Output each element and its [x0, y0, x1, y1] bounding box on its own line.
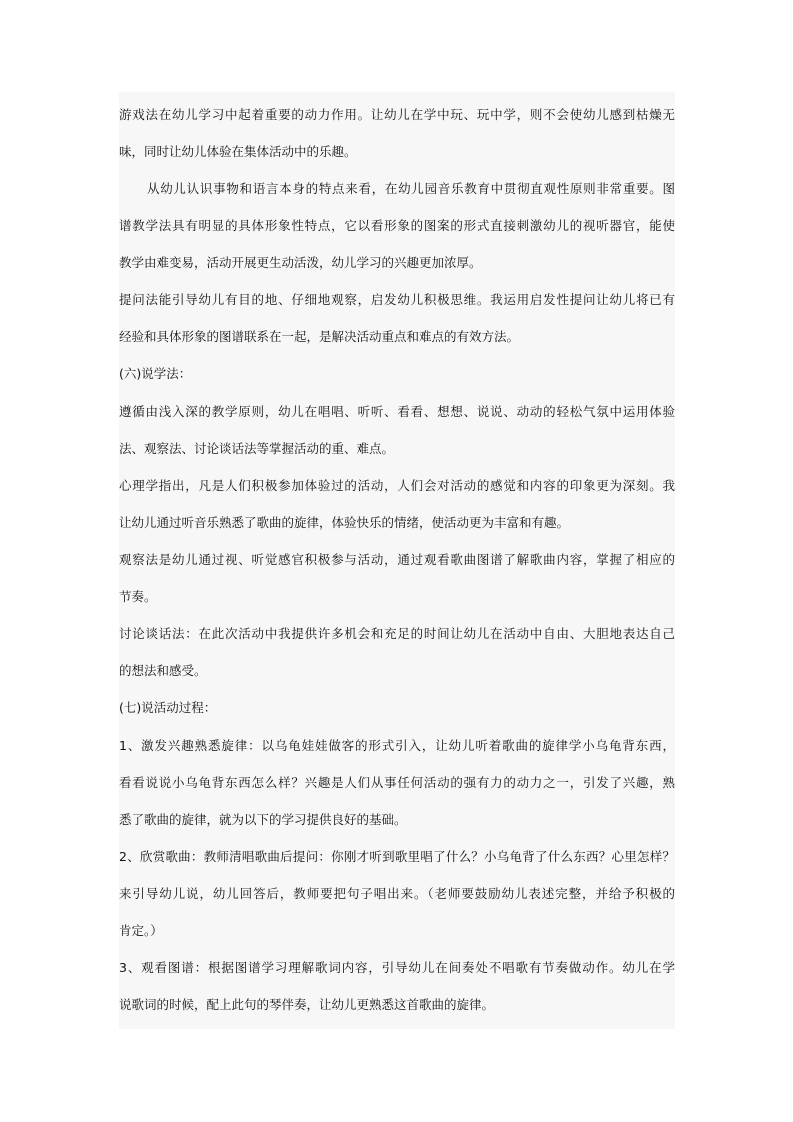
paragraph-line: 心理学指出，凡是人们积极参加体验过的活动，人们会对活动的感觉和内容的印象更为深刻。我	[119, 478, 675, 493]
paragraph-line: 看看说说小乌龟背东西怎么样？兴趣是人们从事任何活动的强有力的动力之一，引发了兴趣，熟	[119, 775, 675, 790]
paragraph-line: 悉了歌曲的旋律，就为以下的学习提供良好的基础。	[119, 812, 407, 827]
paragraph-line: 3、观看图谱：根据图谱学习理解歌词内容，引导幼儿在间奏处不唱歌有节奏做动作。幼儿在学	[119, 960, 675, 975]
paragraph-line: 从幼儿认识事物和语言本身的特点来看，在幼儿园音乐教育中贯彻直观性原则非常重要。图	[147, 181, 675, 196]
paragraph-line: 游戏法在幼儿学习中起着重要的动力作用。让幼儿在学中玩、玩中学，则不会使幼儿感到枯燥无	[119, 107, 675, 122]
paragraph-line: 谱教学法具有明显的具体形象性特点，它以看形象的图案的形式直接刺激幼儿的视听器官，能使	[119, 218, 675, 233]
paragraph-line: 来引导幼儿说，幼儿回答后，教师要把句子唱出来。（老师要鼓励幼儿表述完整，并给予积极的	[119, 886, 675, 901]
paragraph-line: 法、观察法、讨论谈话法等掌握活动的重、难点。	[119, 441, 395, 456]
paragraph-line: 1、激发兴趣熟悉旋律：以乌龟娃娃做客的形式引入，让幼儿听着歌曲的旋律学小乌龟背东西，	[119, 738, 675, 753]
paragraph-line: 肯定。）	[119, 923, 163, 938]
section-heading: (六)说学法：	[119, 366, 192, 381]
paragraph-line: 味，同时让幼儿体验在集体活动中的乐趣。	[119, 144, 357, 159]
paragraph-line: 2、欣赏歌曲：教师清唱歌曲后提问：你刚才听到歌里唱了什么？小乌龟背了什么东西？心里怎样？	[119, 849, 675, 864]
paragraph-line: 节奏。	[119, 589, 157, 604]
document-body	[119, 92, 675, 1029]
paragraph-line: 提问法能引导幼儿有目的地、仔细地观察，启发幼儿积极思维。我运用启发性提问让幼儿将已有	[119, 292, 675, 307]
paragraph-line: 遵循由浅入深的教学原则，幼儿在唱唱、听听、看看、想想、说说、动动的轻松气氛中运用体验	[119, 404, 675, 419]
paragraph-line: 说歌词的时候，配上此句的琴伴奏，让幼儿更熟悉这首歌曲的旋律。	[119, 997, 495, 1012]
paragraph-line: 讨论谈话法：在此次活动中我提供许多机会和充足的时间让幼儿在活动中自由、大胆地表达自己	[119, 626, 675, 641]
paragraph-line: 教学由难变易，活动开展更生动活泼，幼儿学习的兴趣更加浓厚。	[119, 255, 482, 270]
paragraph-line: 经验和具体形象的图谱联系在一起，是解决活动重点和难点的有效方法。	[119, 329, 520, 344]
paragraph-line: 的想法和感受。	[119, 663, 207, 678]
paragraph-line: 观察法是幼儿通过视、听觉感官积极参与活动，通过观看歌曲图谱了解歌曲内容，掌握了相应的	[119, 552, 675, 567]
section-heading: (七)说活动过程：	[119, 700, 217, 715]
paragraph-line: 让幼儿通过听音乐熟悉了歌曲的旋律，体验快乐的情绪，使活动更为丰富和有趣。	[119, 515, 570, 530]
